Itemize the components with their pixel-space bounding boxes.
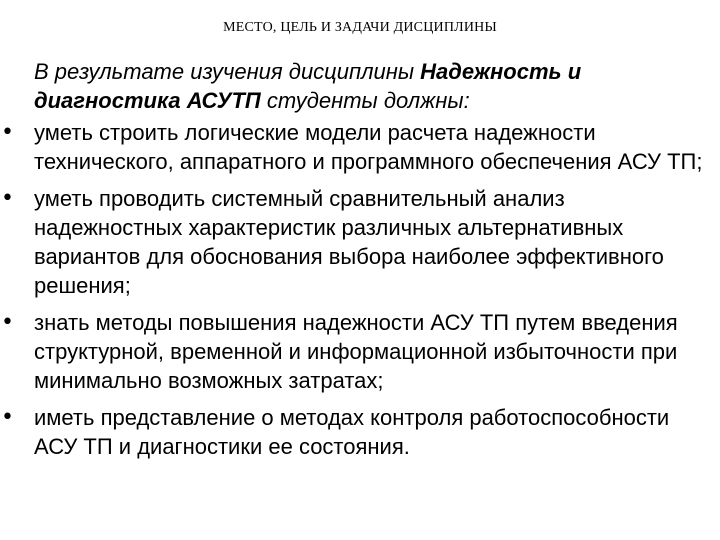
list-item (0, 184, 710, 300)
bullet-icon: • (1, 405, 14, 430)
list-item-text: знать методы повышения надежности АСУ ТП путем введения структурной, временной и информационной избыточности при минимально возможных затратах; (34, 310, 678, 393)
objectives-list (0, 118, 720, 461)
list-item (0, 308, 710, 395)
intro-suffix: студенты должны: (260, 88, 470, 113)
list-item-text: уметь строить логические модели расчета надежности технического, аппаратного и программного обеспечения АСУ ТП; (34, 120, 703, 174)
intro-paragraph (34, 57, 710, 115)
list-item-text: иметь представление о методах контроля работоспособности АСУ ТП и диагностики ее состояния. (34, 405, 670, 459)
bullet-icon: • (1, 186, 14, 211)
list-item (0, 403, 710, 461)
slide-title: МЕСТО, ЦЕЛЬ И ЗАДАЧИ ДИСЦИПЛИНЫ (223, 20, 497, 35)
slide-body (0, 57, 720, 469)
bullet-icon: • (1, 120, 14, 145)
bullet-icon: • (1, 310, 14, 335)
course-name: Надежность и диагностика АСУТП (34, 59, 582, 113)
list-item (0, 118, 710, 176)
list-item-text: уметь проводить системный сравнительный анализ надежностных характеристик различных альтернативных вариантов для обоснования выбора наиболее эффективного решения; (34, 186, 664, 298)
intro-prefix: В результате изучения дисциплины (34, 59, 421, 84)
